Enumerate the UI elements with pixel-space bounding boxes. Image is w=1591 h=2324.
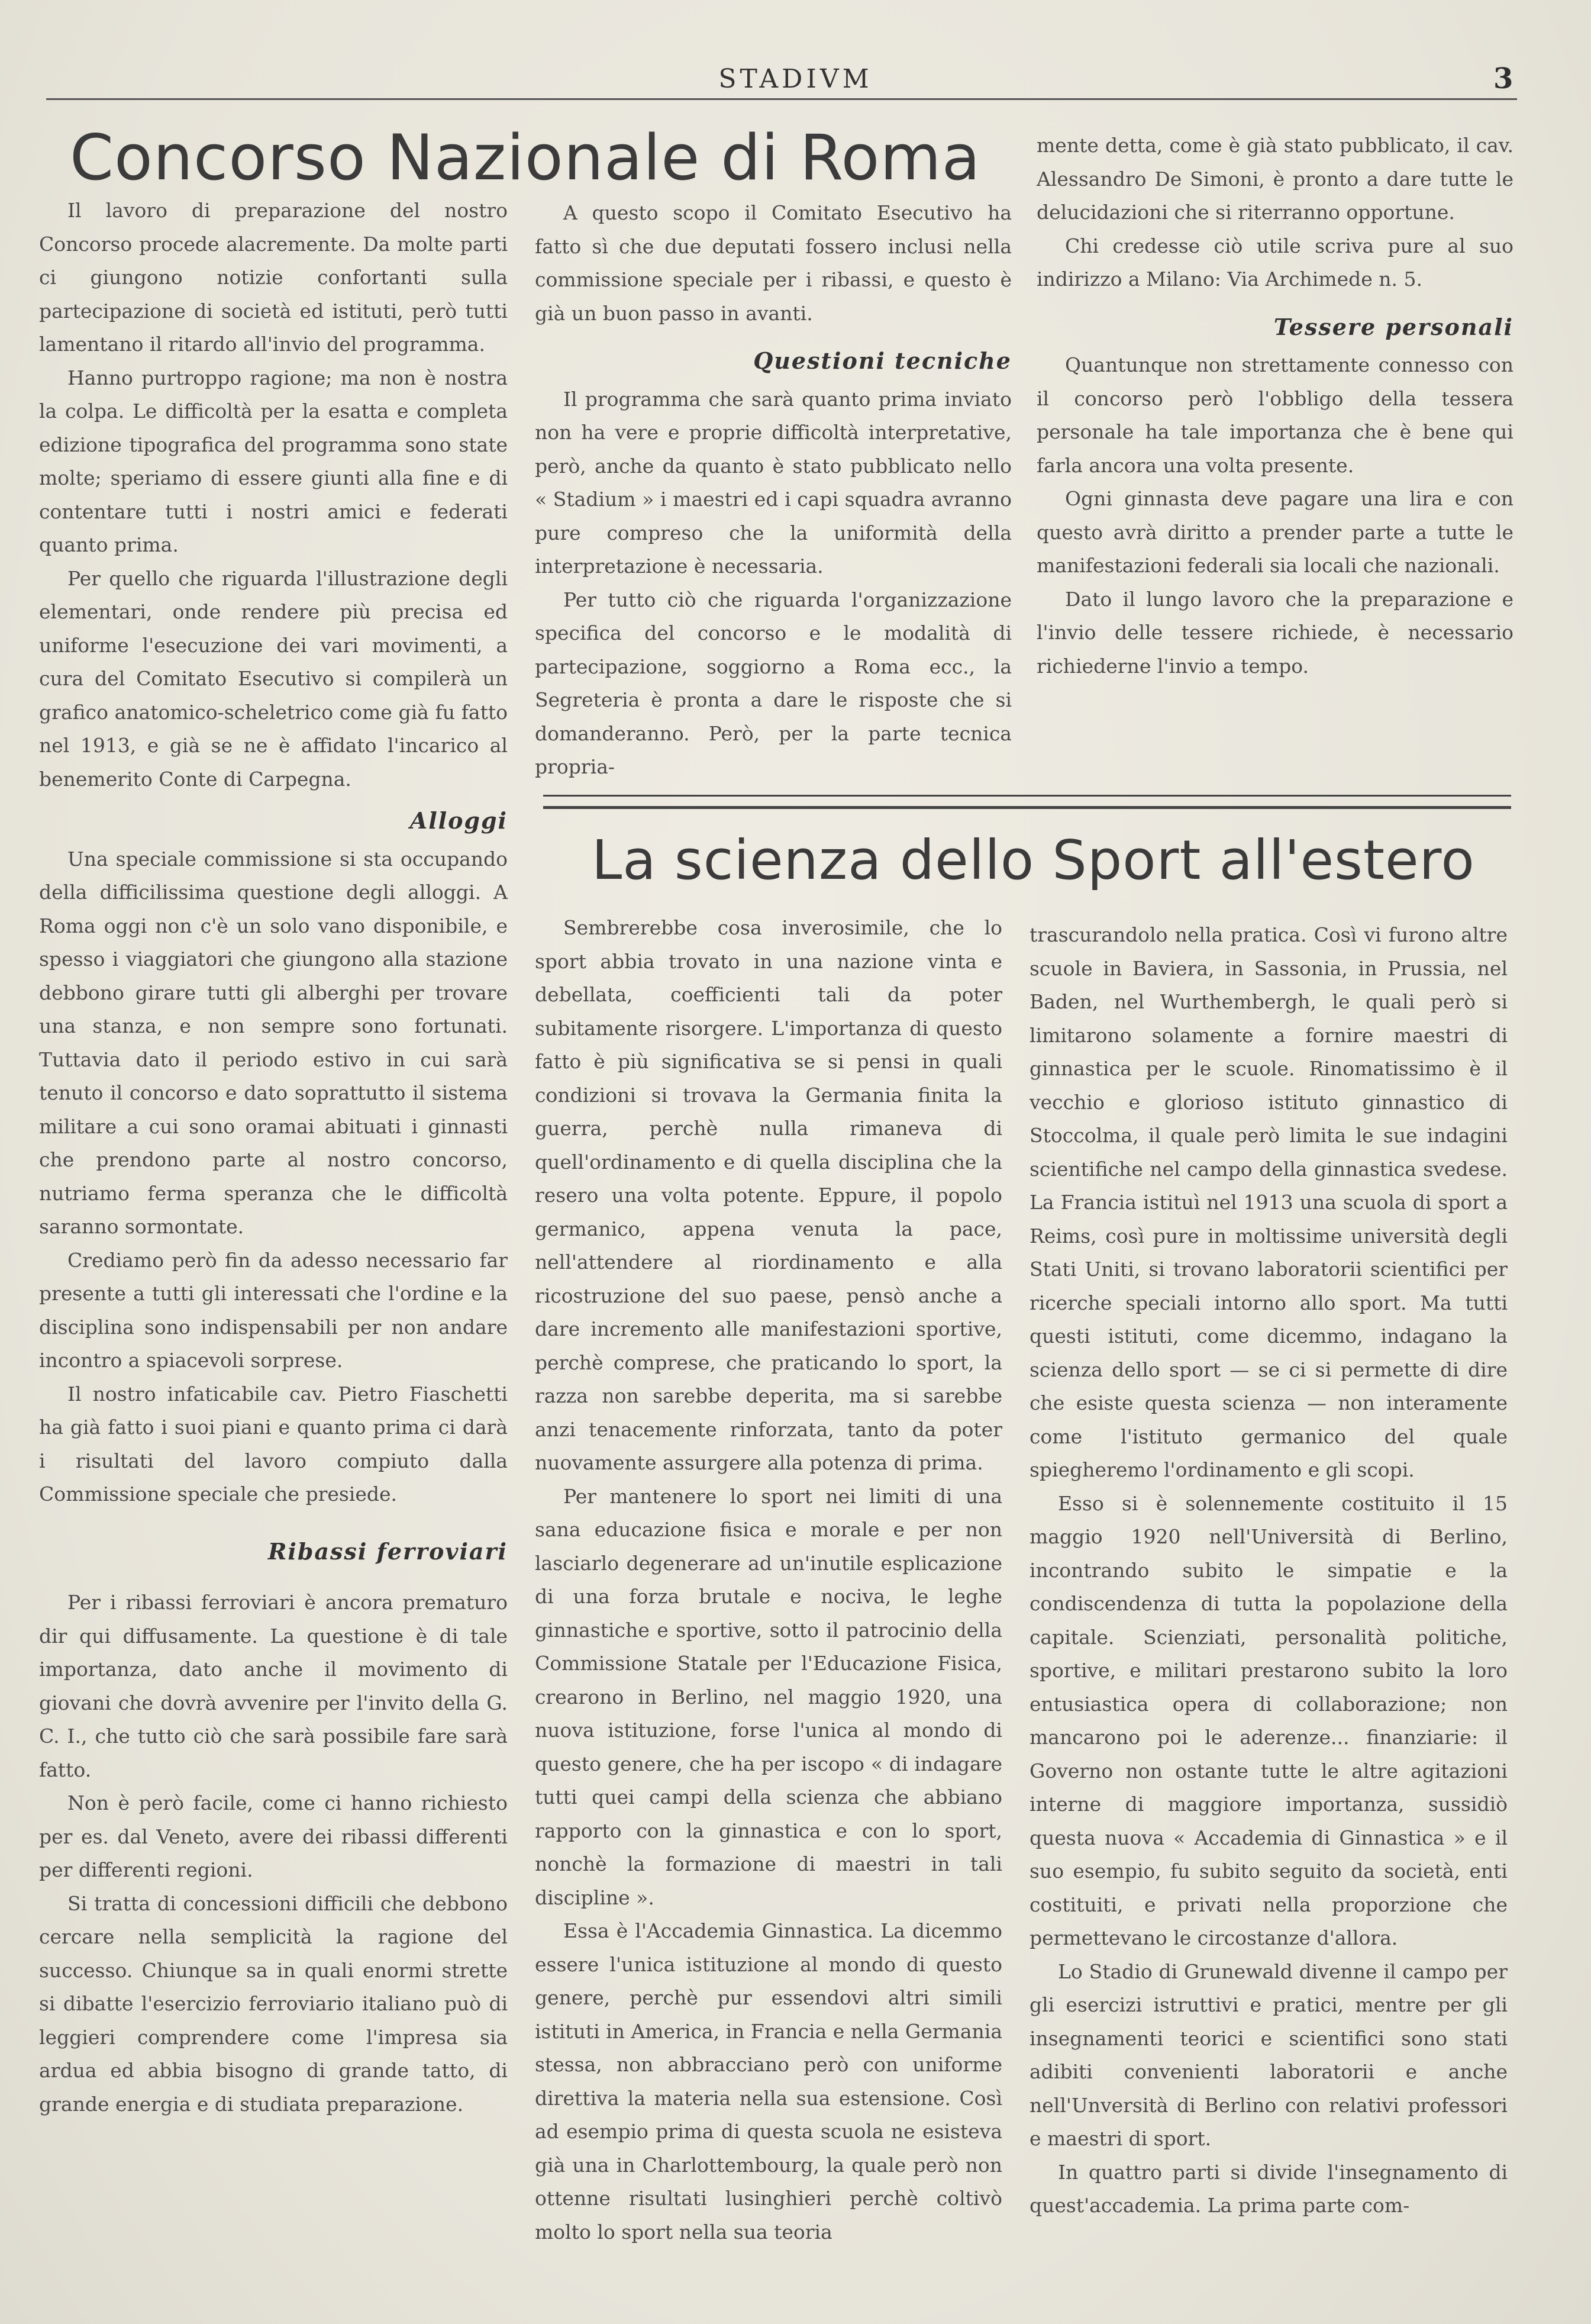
article1-column-3 xyxy=(1037,129,1513,683)
paragraph: Sembrerebbe cosa inverosimile, che lo sport abbia trovato in una nazione vinta e debellata, coefficienti tali da poter subitamente risorgere. L'importanza di questo fatto è più significativa se si pensi in quali condizioni si trovava la Germania finita la guerra, perchè nulla rimaneva di quell'ordinamento e di quella disciplina che la resero una volta potente. Eppure, il popolo germanico, appena venuta la pace, nell'attendere al riordinamento e alla ricostruzione del suo paese, pensò anche a dare incremento alle manifestazioni sportive, perchè comprese, che praticando lo sport, la razza non sarebbe deperita, ma si sarebbe anzi tenacemente rinforzata, tanto da poter nuovamente assurgere alla potenza di prima. xyxy=(535,916,1002,1474)
paragraph: Il programma che sarà quanto prima inviato non ha vere e proprie difficoltà interpretative, però, anche da quanto è stato pubblicato nello « Stadium » i maestri ed i capi squadra avranno pure compreso che la uniformità della interpretazione è necessaria. xyxy=(535,387,1012,578)
paragraph: Essa è l'Accademia Ginnastica. La dicemmo essere l'unica istituzione al mondo di questo genere, perchè pur essendovi altri simili istituti in America, in Francia e nella Germania stessa, non abbracciano però con uniforme direttiva la materia nella sua estensione. Così ad esempio prima di questa scuola ne esisteva già una in Charlottembourg, la quale però non ottenne risultati lusinghieri perchè coltivò molto lo sport nella sua teoria xyxy=(535,1919,1002,2244)
paragraph: Per tutto ciò che riguarda l'organizzazione specifica del concorso e le modalità di partecipazione, soggiorno a Roma ecc., la Segreteria è pronta a dare le risposte che si domanderanno. Però, per la parte tecnica propria- xyxy=(535,588,1012,778)
paragraph: A questo scopo il Comitato Esecutivo ha fatto sì che due deputati fossero inclusi nella commissione speciale per i ribassi, e questo è già un buon passo in avanti. xyxy=(535,201,1012,325)
paragraph: Quantunque non strettamente connesso con il concorso però l'obbligo della tessera personale ha tale importanza che è bene qui farla ancora una volta presente. xyxy=(1037,353,1513,477)
paragraph: In quattro parti si divide l'insegnamento di quest'accademia. La prima parte com- xyxy=(1030,2160,1508,2217)
paragraph: Per i ribassi ferroviari è ancora prematuro dir qui diffusamente. La questione è di tale importanza, dato anche il movimento di giovani che dovrà avvenire per l'invito della G. C. I., che tutto ciò che sarà possibile fare sarà fatto. xyxy=(39,1591,508,1781)
article1-column-2 xyxy=(535,196,1012,784)
paragraph: Chi credesse ciò utile scriva pure al suo indirizzo a Milano: Via Archimede n. 5. xyxy=(1037,234,1513,291)
paragraph: Il lavoro di preparazione del nostro Concorso procede alacremente. Da molte parti ci giungono notizie confortanti sulla partecipazione di società ed istituti, però tutti lamentano il ritardo all'invio del programma. xyxy=(39,199,508,356)
paragraph: trascurandolo nella pratica. Così vi furono altre scuole in Baviera, in Sassonia, in Prussia, nel Baden, nel Wurthembergh, le quali però si limitarono solamente a fornire maestri di ginnastica per le scuole. Rinomatissimo è il vecchio e glorioso istituto ginnastico di Stoccolma, il quale però limita le sue indagini scientifiche nel campo della ginnastica svedese. La Francia istituì nel 1913 una scuola di sport a Reims, così pure in moltissime università degli Stati Uniti, si trovano laboratorii scientifici per ricerche speciali intorno allo sport. Ma tutti questi istituti, come dicemmo, indagano la scienza dello sport — se ci si permette di dire che esiste questa scienza — non interamente come l'istituto germanico del quale spiegheremo l'ordinamento e gli scopi. xyxy=(1030,923,1508,1481)
subheading-alloggi: Alloggi xyxy=(409,807,508,834)
article2-column-2 xyxy=(535,911,1002,2249)
paragraph: Per quello che riguarda l'illustrazione degli elementari, onde rendere più precisa ed uniforme l'esecuzione dei vari movimenti, a cura del Comitato Esecutivo si compilerà un grafico anatomico-scheletrico come già fu fatto nel 1913, e già se ne è affidato l'incarico al benemerito Conte di Carpegna. xyxy=(39,566,508,791)
paragraph: Ogni ginnasta deve pagare una lira e con questo avrà diritto a prender parte a tutte le manifestazioni federali sia locali che nazionali. xyxy=(1037,487,1513,577)
page-number: 3 xyxy=(1493,62,1513,95)
paragraph: Dato il lungo lavoro che la preparazione e l'invio delle tessere richiede, è necessario richiederne l'invio a tempo. xyxy=(1037,587,1513,678)
section-divider xyxy=(543,795,1511,809)
paragraph: Lo Stadio di Grunewald divenne il campo per gli esercizi istruttivi e pratici, mentre per gli insegnamenti teorici e scientifici sono stati adibiti convenienti laboratorii e anche nell'Unversità di Berlino con relativi professori e maestri di sport. xyxy=(1030,1959,1508,2150)
subheading-ribassi: Ribassi ferroviari xyxy=(267,1537,508,1565)
paragraph: Per mantenere lo sport nei limiti di una sana educazione fisica e morale e per non lasciarlo degenerare ad un'inutile esplicazione di una forza brutale e nociva, le leghe ginnastiche e sportive, sotto il patrocinio della Commissione Statale per l'Educazione Fisica, crearono in Berlino, nel maggio 1920, una nuova istituzione, forse l'unica al mondo di questo genere, che ha per iscopo « di indagare tutti quei campi della scienza che abbiano rapporto con la ginnastica e con lo sport, nonchè la formazione di maestri in tali discipline ». xyxy=(535,1484,1002,1909)
paragraph: mente detta, come è già stato pubblicato, il cav. Alessandro De Simoni, è pronto a dare tutte le delucidazioni che si riterranno opportune. xyxy=(1037,134,1513,224)
subheading-questioni-tecniche: Questioni tecniche xyxy=(753,347,1012,374)
header-rule xyxy=(46,98,1517,100)
paragraph: Non è però facile, come ci hanno richiesto per es. dal Veneto, avere dei ribassi differenti per differenti regioni. xyxy=(39,1791,508,1881)
paragraph: Il nostro infaticabile cav. Pietro Fiaschetti ha già fatto i suoi piani e quanto prima ci darà i risultati del lavoro compiuto dalla Commissione speciale che presiede. xyxy=(39,1382,508,1506)
article2-column-3 xyxy=(1030,918,1508,2223)
article-title-scienza-sport: La scienza dello Sport all'estero xyxy=(592,829,1475,892)
article1-column-1 xyxy=(39,194,508,2121)
running-title: STADIVM xyxy=(718,64,873,94)
paragraph: Si tratta di concessioni difficili che debbono cercare nella semplicità la ragione del successo. Chiunque sa in quali enormi strette si dibatte l'esercizio ferroviario italiano può di leggieri comprendere come l'impresa sia ardua ed abbia bisogno di grande tatto, di grande energia e di studiata preparazione. xyxy=(39,1891,508,2116)
paragraph: Crediamo però fin da adesso necessario far presente a tutti gli interessati che l'ordine e la disciplina sono indispensabili per non andare incontro a spiacevoli sorprese. xyxy=(39,1248,508,1372)
article-title-concorso: Concorso Nazionale di Roma xyxy=(70,121,981,194)
paragraph: Esso si è solennemente costituito il 15 maggio 1920 nell'Università di Berlino, incontrando subito le simpatie e la condiscendenza di tutta la popolazione della capitale. Scienziati, personalità politiche, sportive, e militari prestarono subito la loro entusiastica opera di collaborazione; non mancarono poi le aderenze... finanziarie: il Governo non ostante tutte le altre agitazioni interne di maggiore importanza, sussidiò questa nuova « Accademia di Ginnastica » e il suo esempio, fu subito seguito da società, enti costituiti, e privati nella proporzione che permettevano le circostanze d'allora. xyxy=(1030,1491,1508,1949)
paragraph: Una speciale commissione si sta occupando della difficilissima questione degli alloggi. A Roma oggi non c'è un solo vano disponibile, e spesso i viaggiatori che giungono alla stazione debbono girare tutti gli alberghi per trovare una stanza, e non sempre sono fortunati. Tuttavia dato il periodo estivo in cui sarà tenuto il concorso e dato soprattutto il sistema militare a cui sono oramai abituati i ginnasti che prendono parte al nostro concorso, nutriamo ferma speranza che le difficoltà saranno sormontate. xyxy=(39,847,508,1238)
subheading-tessere-personali: Tessere personali xyxy=(1273,313,1513,340)
paragraph: Hanno purtroppo ragione; ma non è nostra la colpa. Le difficoltà per la esatta e completa edizione tipografica del programma sono state molte; speriamo di essere giunti alla fine e di contentare tutti i nostri amici e federati quanto prima. xyxy=(39,366,508,556)
